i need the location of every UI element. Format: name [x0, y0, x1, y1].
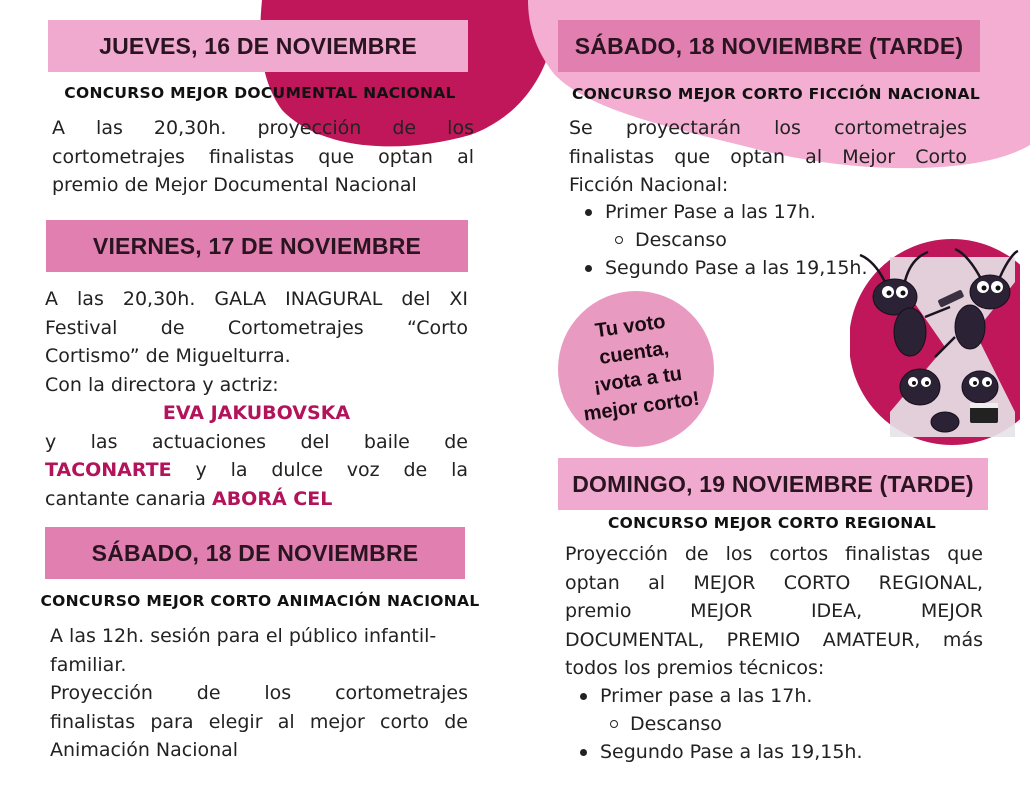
- list-item: [578, 710, 898, 738]
- text-line: Cortismo” de Miguelturra.: [45, 345, 291, 367]
- list-item: [583, 226, 883, 254]
- text-line: todos los premios técnicos:: [565, 657, 825, 679]
- guest-name-taconarte: TACONARTE: [45, 459, 172, 481]
- circle-bullet-icon: [615, 236, 623, 244]
- text-line: premio MEJOR IDEA, MEJOR: [565, 600, 983, 622]
- text-line: finalistas para elegir al mejor corto de: [50, 710, 468, 733]
- vote-line: ¡vota a tu: [592, 362, 684, 397]
- paragraph-viernes: [45, 285, 468, 513]
- list-item: [583, 198, 883, 226]
- list-item: [578, 682, 898, 710]
- paragraph-jueves: [52, 114, 474, 200]
- text-line: optan al MEJOR CORTO REGIONAL,: [565, 571, 983, 594]
- vote-line: mejor corto!: [582, 387, 701, 426]
- paragraph-sabado-tarde: [569, 114, 967, 200]
- text-line: Ficción Nacional:: [569, 174, 729, 196]
- ants-festival-illustration: [850, 237, 1020, 447]
- banner-viernes: VIERNES, 17 DE NOVIEMBRE: [46, 220, 468, 272]
- list-item-label: Primer Pase a las 17h.: [605, 201, 816, 223]
- text-line: y las actuaciones del baile de: [45, 430, 468, 453]
- text-line: premio de Mejor Documental Nacional: [52, 174, 417, 196]
- bullet-icon: [580, 693, 587, 700]
- vote-line: cuenta,: [597, 337, 671, 369]
- list-item: [583, 254, 883, 282]
- banner-sabado-tarde: SÁBADO, 18 NOVIEMBRE (TARDE): [558, 20, 980, 72]
- text-line: DOCUMENTAL, PREMIO AMATEUR, más: [565, 628, 983, 651]
- text-line: Proyección de los cortos finalistas que: [565, 543, 983, 565]
- guest-name-eva: EVA JAKUBOVSKA: [162, 402, 351, 424]
- text-line: familiar.: [50, 653, 127, 676]
- schedule-list-domingo: [578, 682, 898, 766]
- banner-sabado: SÁBADO, 18 DE NOVIEMBRE: [45, 527, 465, 579]
- subtitle-animacion: CONCURSO MEJOR CORTO ANIMACIÓN NACIONAL: [40, 592, 480, 610]
- text-line: [45, 456, 468, 485]
- subtitle-ficcion: CONCURSO MEJOR CORTO FICCIÓN NACIONAL: [571, 85, 981, 103]
- text-line: finalistas que optan al Mejor Corto: [569, 145, 967, 168]
- text-fragment: y la dulce voz de la: [171, 459, 468, 481]
- paragraph-domingo: [565, 540, 983, 683]
- subtitle-regional: CONCURSO MEJOR CORTO REGIONAL: [607, 514, 937, 532]
- list-item-label: Segundo Pase a las 19,15h.: [600, 741, 863, 763]
- bullet-icon: [585, 209, 592, 216]
- vote-badge: [558, 291, 714, 447]
- schedule-list-sabado: [583, 198, 883, 282]
- bullet-icon: [585, 265, 592, 272]
- vote-line: Tu voto: [593, 310, 667, 343]
- text-line: Proyección de los cortometrajes: [50, 682, 468, 704]
- list-item-label: Descanso: [635, 229, 727, 251]
- text-line: cortometrajes finalistas que optan al: [52, 145, 474, 168]
- subtitle-documental: CONCURSO MEJOR DOCUMENTAL NACIONAL: [64, 84, 456, 102]
- list-item-label: Segundo Pase a las 19,15h.: [605, 257, 868, 279]
- list-item-label: Descanso: [630, 713, 722, 735]
- list-item-label: Primer pase a las 17h.: [600, 685, 813, 707]
- banner-jueves: JUEVES, 16 DE NOVIEMBRE: [48, 20, 468, 72]
- text-line: A las 20,30h. GALA INAGURAL del XI: [45, 288, 468, 310]
- banner-domingo-tarde: DOMINGO, 19 NOVIEMBRE (TARDE): [558, 458, 988, 510]
- vote-badge-text: [551, 303, 721, 432]
- text-line: [45, 485, 468, 514]
- list-item: [578, 738, 898, 766]
- text-line: Con la directora y actriz:: [45, 373, 279, 396]
- circle-bullet-icon: [610, 720, 618, 728]
- text-line: Festival de Cortometrajes “Corto: [45, 316, 468, 339]
- text-line: Se proyectarán los cortometrajes: [569, 117, 967, 139]
- bullet-icon: [580, 749, 587, 756]
- text-line: A las 20,30h. proyección de los: [52, 117, 474, 139]
- text-fragment: cantante canaria: [45, 487, 212, 510]
- text-line: Animación Nacional: [50, 739, 239, 761]
- guest-name-abora: ABORÁ CEL: [212, 487, 333, 510]
- paragraph-sabado: [50, 622, 468, 765]
- text-line: A las 12h. sesión para el público infantil-: [50, 625, 437, 647]
